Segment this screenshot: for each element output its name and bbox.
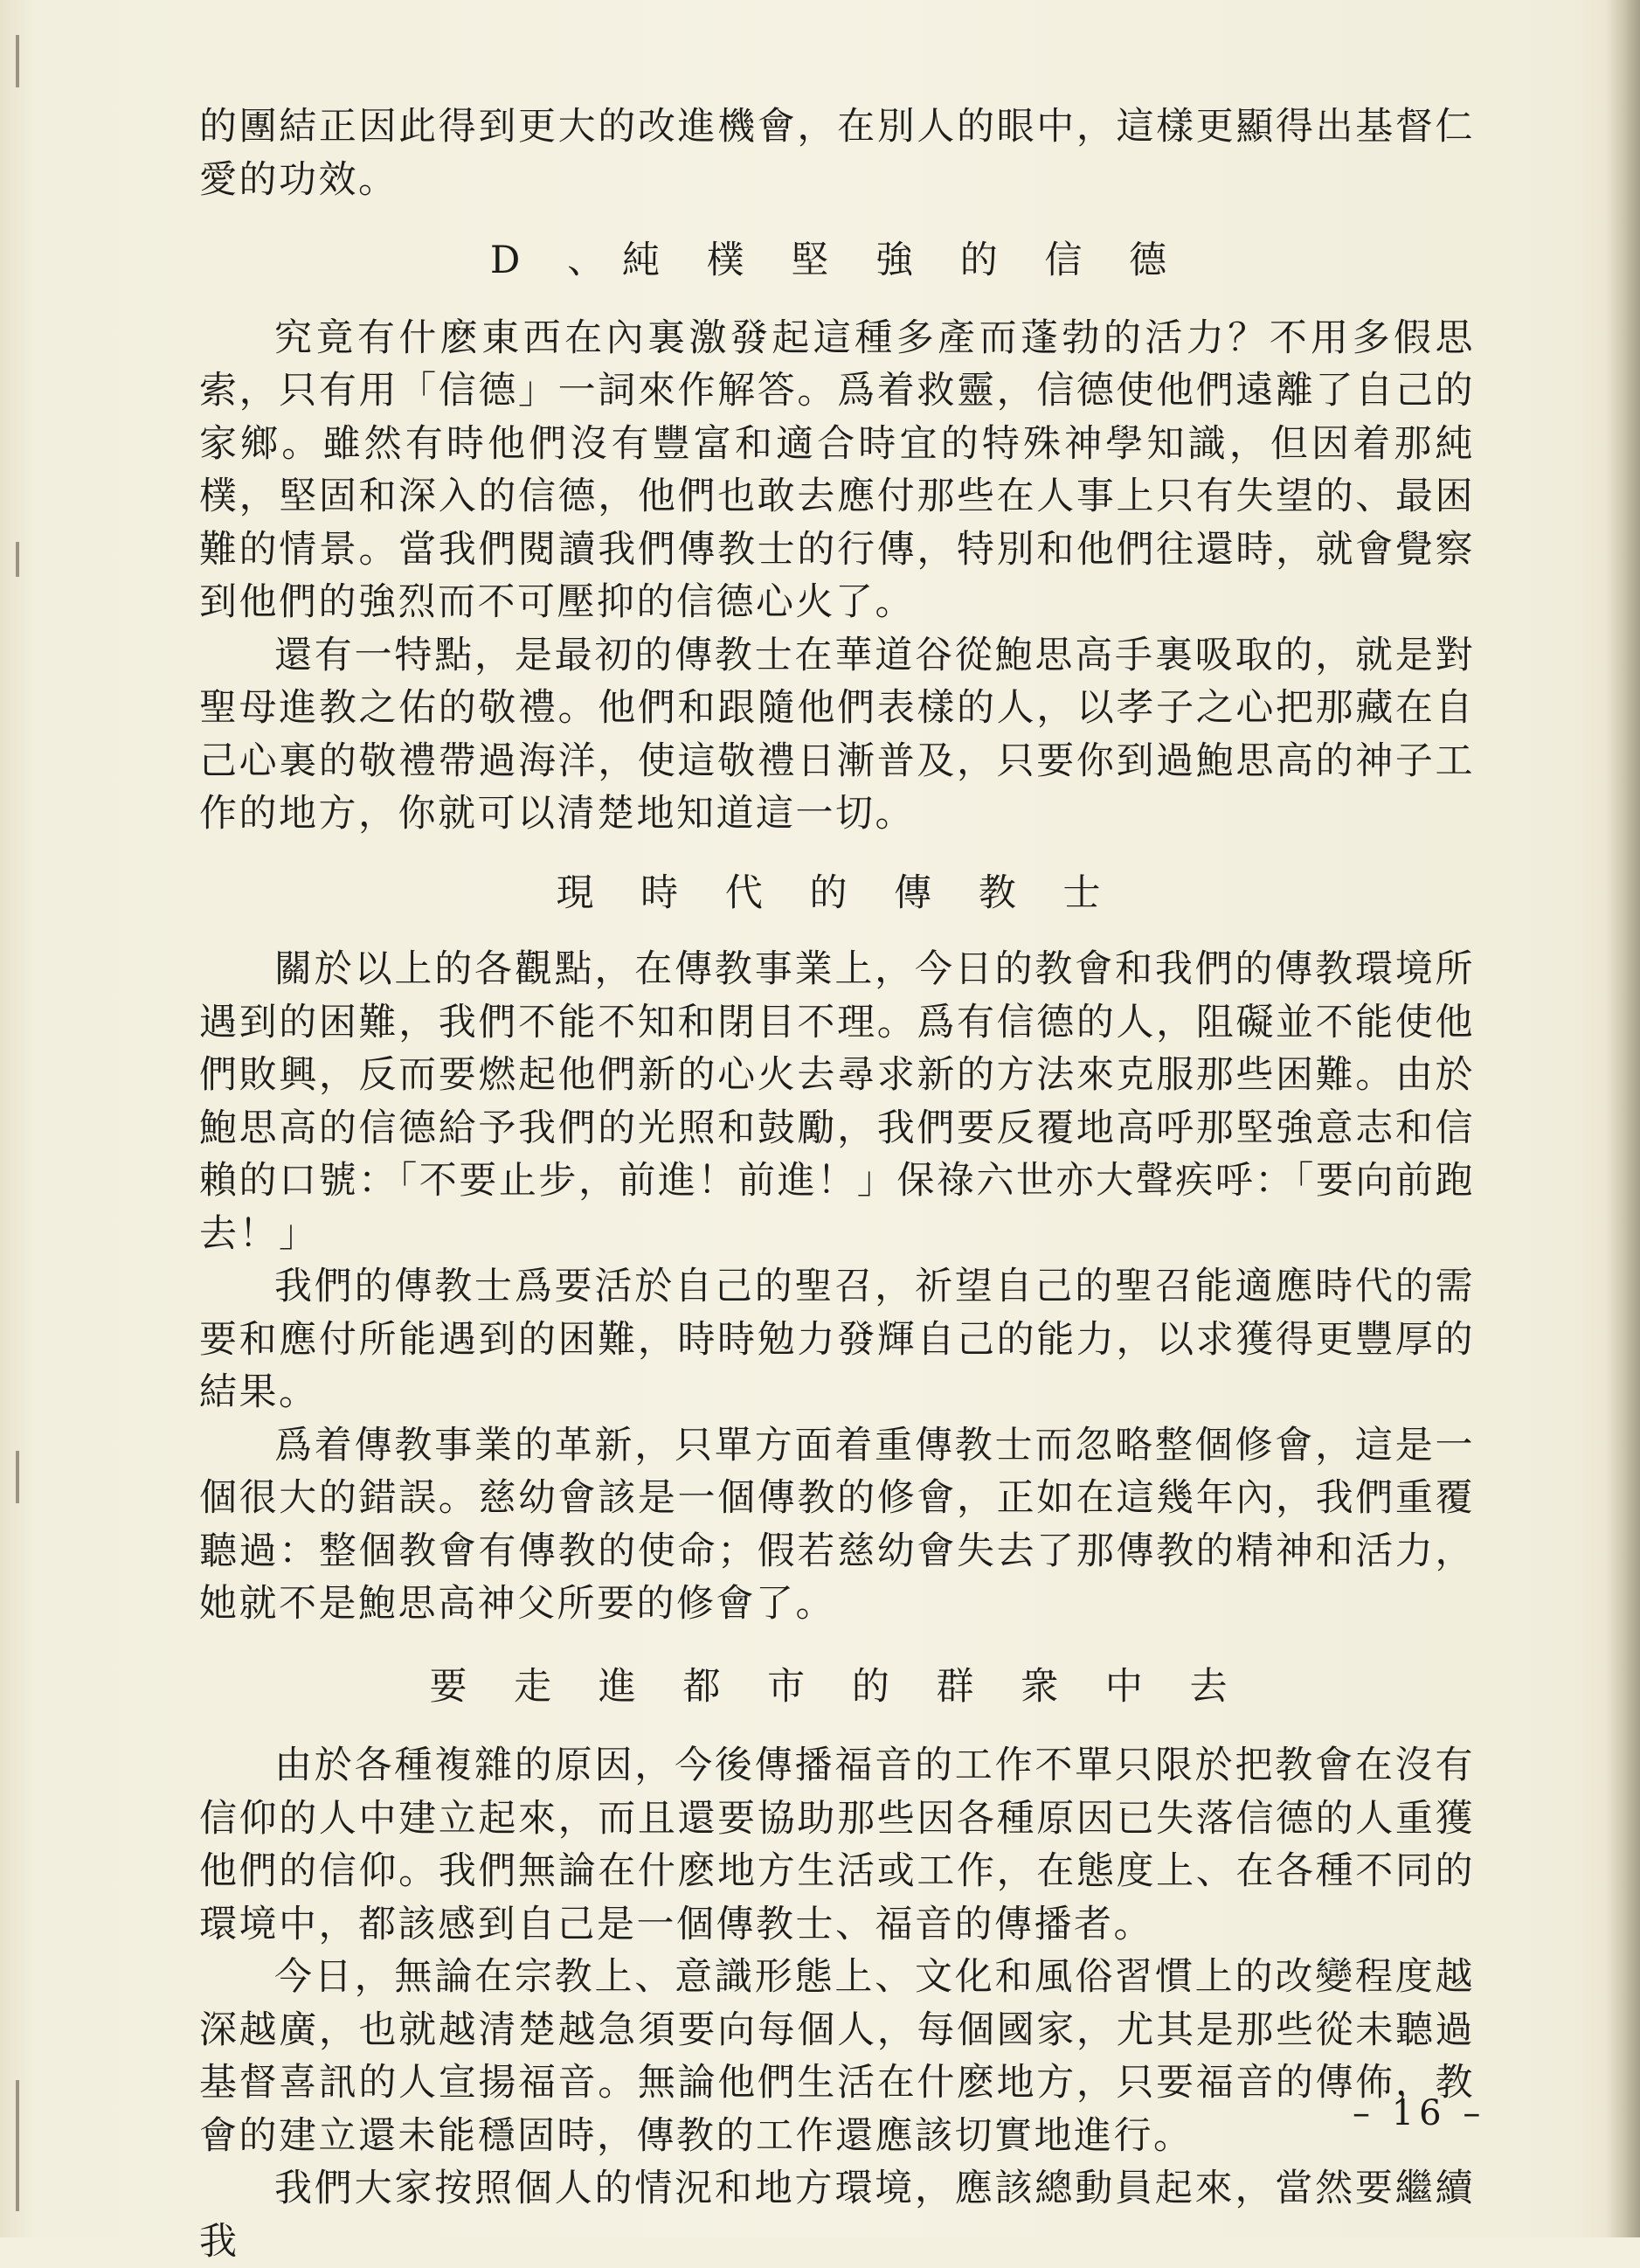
page-number: – 16 – xyxy=(1353,2093,1486,2133)
paragraph: 我們大家按照個人的情況和地方環境，應該總動員起來，當然要繼續我 xyxy=(199,2167,1475,2264)
paragraph: 究竟有什麽東西在內裏激發起這種多產而蓬勃的活力？不用多假思索，只有用「信德」一詞來作解答。爲着救靈，信德使他們遠離了自己的家鄉。雖然有時他們沒有豐富和適合時宜的特殊神學知識，但因着那純樸，堅固和深入的信德，他們也敢去應付那些在人事上只有失望的、最困難的情景。當我們閱讀我們傳教士的行傳，特別和他們往還時，就會覺察到他們的強烈而不可壓抑的信德心火了。 xyxy=(199,316,1475,624)
paragraph-continued: 的團結正因此得到更大的改進機會，在別人的眼中，這樣更顯得出基督仁愛的功效。 xyxy=(199,105,1475,202)
section-heading-modern-missionaries: 現 時 代 的 傳 教 士 xyxy=(556,870,1118,915)
section-heading-faith: D 、純 樸 堅 強 的 信 德 xyxy=(489,239,1185,282)
paragraph: 我們的傳教士爲要活於自己的聖召，祈望自己的聖召能適應時代的需要和應付所能遇到的困難，時時勉力發輝自己的能力，以求獲得更豐厚的結果。 xyxy=(199,1265,1475,1414)
paragraph: 關於以上的各觀點，在傳教事業上，今日的教會和我們的傳教環境所遇到的困難，我們不能不知和閉目不理。爲有信德的人，阻礙並不能使他們敗興，反而要燃起他們新的心火去尋求新的方法來克服那些困難。由於鮑思高的信德給予我們的光照和鼓勵，我們要反覆地高呼那堅強意志和信賴的口號：「不要止步，前進！前進！」保祿六世亦大聲疾呼：「要向前跑去！」 xyxy=(199,947,1475,1256)
margin-mark xyxy=(16,2080,19,2211)
paragraph: 由於各種複雜的原因，今後傳播福音的工作不單只限於把教會在沒有信仰的人中建立起來，而且還要協助那些因各種原因已失落信德的人重獲他們的信仰。我們無論在什麽地方生活或工作，在態度上、在各種不同的環境中，都該感到自己是一個傳教士、福音的傳播者。 xyxy=(199,1744,1475,1946)
margin-mark xyxy=(16,1451,19,1503)
margin-mark xyxy=(16,542,19,577)
paragraph: 今日，無論在宗教上、意識形態上、文化和風俗習慣上的改變程度越深越廣，也就越清楚越急須要向每個人，每個國家，尤其是那些從未聽過基督喜訊的人宣揚福音。無論他們生活在什麽地方，只要福音的傳佈，教會的建立還未能穩固時，傳教的工作還應該切實地進行。 xyxy=(199,1955,1475,2158)
binding-shadow xyxy=(1606,0,1640,2237)
paragraph: 爲着傳教事業的革新，只單方面着重傳教士而忽略整個修會，這是一個很大的錯誤。慈幼會該是一個傳教的修會，正如在這幾年內，我們重覆聽過：整個教會有傳教的使命；假若慈幼會失去了那傳教的精神和活力，她就不是鮑思高神父所要的修會了。 xyxy=(199,1423,1475,1626)
paragraph: 還有一特點，是最初的傳教士在華道谷從鮑思高手裏吸取的，就是對聖母進教之佑的敬禮。他們和跟隨他們表樣的人，以孝子之心把那藏在自己心裏的敬禮帶過海洋，使這敬禮日漸普及，只要你到過鮑思高的神子工作的地方，你就可以清楚地知道這一切。 xyxy=(199,633,1475,836)
section-heading-city-crowds: 要 走 進 都 市 的 群 衆 中 去 xyxy=(429,1664,1245,1709)
page-body xyxy=(199,101,1475,2268)
margin-mark xyxy=(16,35,19,87)
